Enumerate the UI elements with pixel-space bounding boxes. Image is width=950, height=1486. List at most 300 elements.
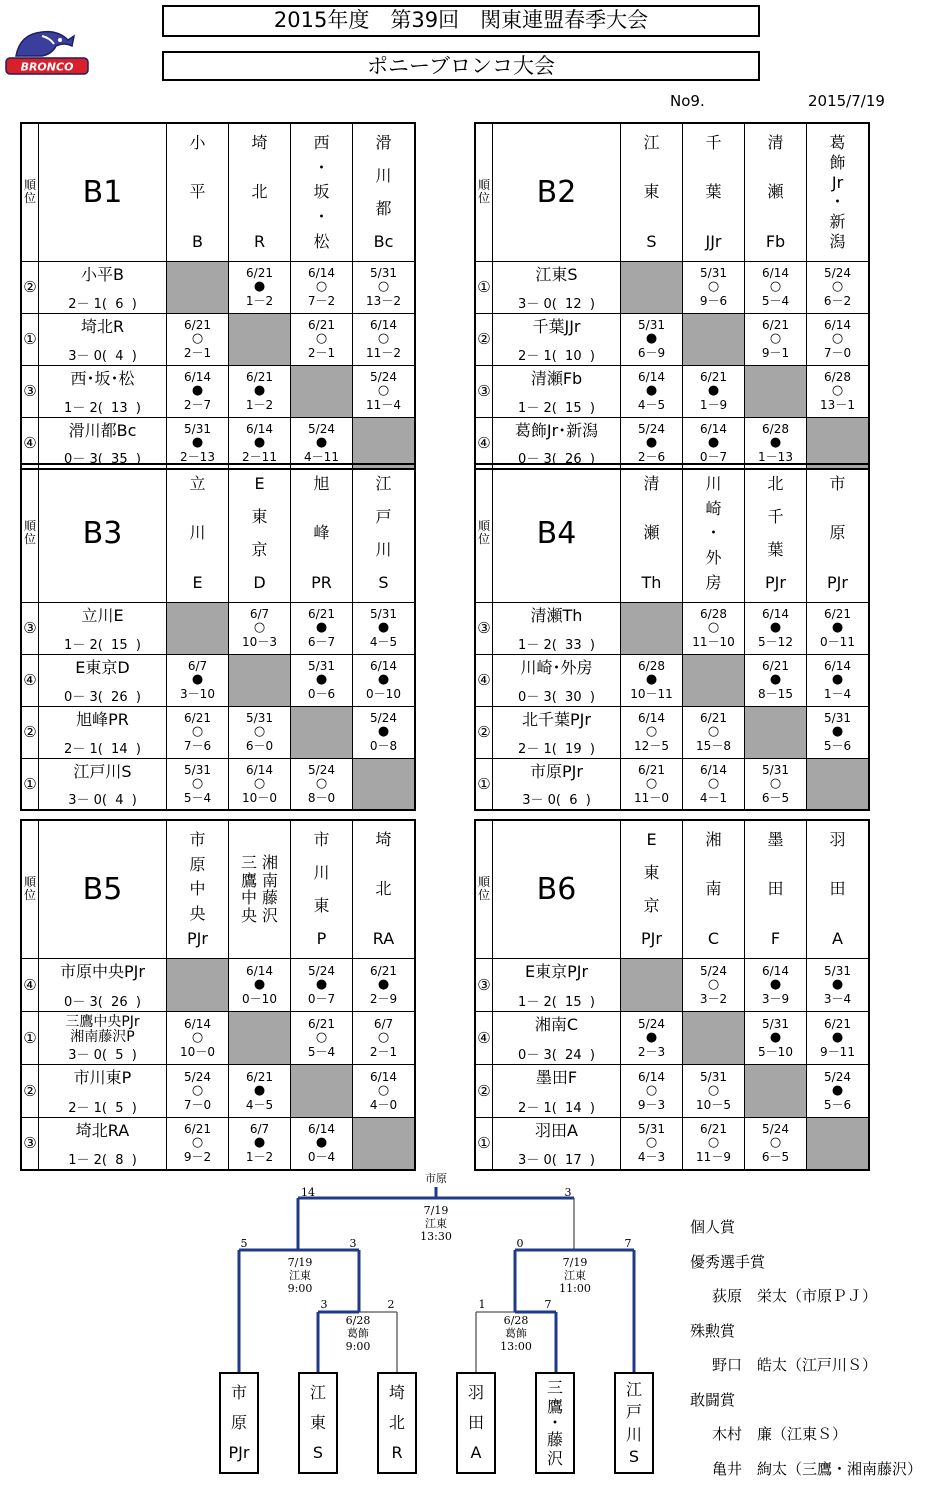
sf-right-right-score: 7 bbox=[618, 1237, 638, 1250]
team-record: 1－ 2( 33 ) bbox=[493, 634, 620, 653]
column-header-char: 葛 bbox=[829, 134, 845, 152]
match-score: 2－3 bbox=[621, 1045, 682, 1059]
team-cell bbox=[493, 261, 621, 313]
team-record: 3－ 0( 12 ) bbox=[493, 293, 620, 312]
column-header-text bbox=[745, 825, 806, 953]
team-cell bbox=[39, 261, 167, 313]
match-score: 7－0 bbox=[807, 346, 868, 360]
rank-header-char: 位 bbox=[22, 192, 38, 205]
rank-cell: ① bbox=[21, 313, 39, 365]
loss-mark: ● bbox=[745, 1031, 806, 1045]
match-score: 2－9 bbox=[353, 992, 414, 1006]
column-header-char: 松 bbox=[313, 233, 329, 251]
table-row bbox=[21, 958, 415, 1011]
group-header-row bbox=[475, 464, 869, 602]
match-date: 6/14 bbox=[353, 1070, 414, 1084]
column-header-char: P bbox=[317, 930, 327, 948]
table-row bbox=[475, 365, 869, 417]
table-row bbox=[475, 1011, 869, 1064]
match-cell bbox=[745, 758, 807, 810]
column-header-char: E bbox=[192, 574, 202, 592]
team-record: 1－ 2( 15 ) bbox=[493, 991, 620, 1010]
match-score: 2－1 bbox=[353, 1045, 414, 1059]
team-name: 江東S bbox=[493, 266, 620, 284]
self-match-cell bbox=[621, 602, 683, 654]
match-cell bbox=[745, 313, 807, 365]
match-score: 8－0 bbox=[291, 791, 352, 805]
match-date: 5/31 bbox=[621, 1122, 682, 1136]
self-match-cell bbox=[167, 261, 229, 313]
column-header-char: 中 藤 bbox=[241, 889, 278, 907]
match-cell bbox=[353, 1011, 416, 1064]
bracket-team-char: 原 bbox=[231, 1413, 247, 1432]
match-date: 5/31 bbox=[291, 659, 352, 673]
column-header bbox=[683, 464, 745, 602]
group-name: B1 bbox=[39, 123, 167, 261]
self-match-cell bbox=[291, 1064, 353, 1117]
loss-mark: ● bbox=[291, 1136, 352, 1150]
column-header-char: RA bbox=[373, 930, 394, 948]
loss-mark: ● bbox=[621, 436, 682, 450]
sf-left-time: 9:00 bbox=[270, 1282, 330, 1295]
match-score: 5－4 bbox=[291, 1045, 352, 1059]
win-mark: ○ bbox=[683, 1084, 744, 1098]
bracket-team-char: A bbox=[471, 1443, 482, 1462]
final-right-score: 3 bbox=[556, 1186, 580, 1199]
self-match-cell bbox=[683, 654, 745, 706]
match-cell bbox=[683, 602, 745, 654]
sf-right-info bbox=[545, 1256, 605, 1295]
sf-left-date: 7/19 bbox=[270, 1256, 330, 1269]
team-record: 1－ 2( 8 ) bbox=[39, 1149, 166, 1168]
team-cell bbox=[493, 758, 621, 810]
match-score: 10－0 bbox=[229, 791, 290, 805]
team-cell bbox=[39, 706, 167, 758]
bracket-team-char: 川 bbox=[626, 1425, 642, 1444]
column-header-char: 田 bbox=[829, 880, 845, 898]
match-date: 6/7 bbox=[167, 659, 228, 673]
team-record: 2－ 1( 14 ) bbox=[493, 1097, 620, 1116]
column-header-char: 房 bbox=[705, 574, 721, 592]
bracket-team-box bbox=[456, 1372, 496, 1474]
match-cell bbox=[353, 313, 416, 365]
column-header bbox=[167, 464, 229, 602]
rank-cell: ② bbox=[475, 1064, 493, 1117]
match-date: 5/31 bbox=[683, 266, 744, 280]
match-cell bbox=[229, 1117, 291, 1170]
match-date: 5/31 bbox=[229, 711, 290, 725]
match-score: 4－3 bbox=[621, 1150, 682, 1164]
loss-mark: ● bbox=[229, 978, 290, 992]
bracket-team-char: R bbox=[391, 1443, 402, 1462]
team-name: 羽田A bbox=[493, 1122, 620, 1140]
column-header-char: PJr bbox=[641, 930, 662, 948]
rank-header-char: 位 bbox=[476, 533, 492, 546]
group-header-row bbox=[475, 820, 869, 958]
column-header bbox=[621, 820, 683, 958]
column-header-char: 原 bbox=[829, 524, 845, 542]
team-record: 3－ 0( 4 ) bbox=[39, 345, 166, 364]
team-cell bbox=[39, 1117, 167, 1170]
rank-cell: ④ bbox=[21, 417, 39, 469]
match-score: 11－2 bbox=[353, 346, 414, 360]
column-header bbox=[745, 820, 807, 958]
team-record: 1－ 2( 15 ) bbox=[493, 397, 620, 416]
qf-left-info bbox=[328, 1314, 388, 1353]
match-cell bbox=[745, 958, 807, 1011]
team-name: 墨田F bbox=[493, 1069, 620, 1087]
column-header-char: 飾 bbox=[829, 154, 845, 172]
match-date: 5/31 bbox=[683, 1070, 744, 1084]
match-date: 6/14 bbox=[353, 659, 414, 673]
rank-header bbox=[21, 464, 39, 602]
bracket-team-char: 江 bbox=[310, 1383, 326, 1402]
win-mark: ○ bbox=[745, 280, 806, 294]
match-score: 11－4 bbox=[353, 398, 414, 412]
column-header-char: 京 bbox=[251, 541, 267, 559]
column-header-text bbox=[745, 128, 806, 256]
column-header-char: Fb bbox=[766, 233, 785, 251]
match-score: 5－6 bbox=[807, 1098, 868, 1112]
column-header bbox=[229, 464, 291, 602]
rank-cell: ② bbox=[475, 706, 493, 758]
self-match-cell bbox=[683, 1011, 745, 1064]
group-header-row bbox=[21, 123, 415, 261]
column-header bbox=[745, 123, 807, 261]
column-header-char: JJr bbox=[705, 233, 721, 251]
match-date: 6/21 bbox=[291, 607, 352, 621]
win-mark: ○ bbox=[807, 384, 868, 398]
match-date: 6/21 bbox=[745, 659, 806, 673]
team-record: 3－ 0( 17 ) bbox=[493, 1149, 620, 1168]
win-mark: ○ bbox=[745, 332, 806, 346]
match-score: 0－4 bbox=[291, 1150, 352, 1164]
team-cell bbox=[39, 1064, 167, 1117]
match-date: 6/21 bbox=[229, 266, 290, 280]
match-date: 6/14 bbox=[807, 659, 868, 673]
column-header-text bbox=[745, 469, 806, 597]
match-cell bbox=[745, 261, 807, 313]
bracket-team-char: 鷹 bbox=[547, 1397, 563, 1416]
match-score: 13－1 bbox=[807, 398, 868, 412]
bracket-team-char: S bbox=[629, 1447, 639, 1466]
win-mark: ○ bbox=[353, 332, 414, 346]
match-score: 0－7 bbox=[291, 992, 352, 1006]
team-record: 3－ 0( 4 ) bbox=[39, 789, 166, 808]
column-header-text bbox=[229, 825, 290, 953]
loss-mark: ● bbox=[353, 978, 414, 992]
team-name: 湘南C bbox=[493, 1016, 620, 1034]
bracket-team-char: 埼 bbox=[389, 1383, 405, 1402]
team-name: 市川東P bbox=[39, 1069, 166, 1087]
group-table-b1 bbox=[20, 122, 416, 470]
column-header-char: 南 bbox=[705, 880, 721, 898]
win-mark: ○ bbox=[167, 1084, 228, 1098]
match-score: 4－1 bbox=[683, 791, 744, 805]
sf-right-left-score: 0 bbox=[510, 1237, 530, 1250]
match-date: 6/28 bbox=[807, 370, 868, 384]
team-record: 2－ 1( 6 ) bbox=[39, 293, 166, 312]
column-header-char: 中 bbox=[189, 880, 205, 898]
loss-mark: ● bbox=[621, 1031, 682, 1045]
table-row bbox=[475, 706, 869, 758]
self-match-cell bbox=[745, 365, 807, 417]
column-header-char: PJr bbox=[187, 930, 208, 948]
win-mark: ○ bbox=[745, 1136, 806, 1150]
loss-mark: ● bbox=[291, 978, 352, 992]
group-table-b6 bbox=[474, 819, 870, 1171]
bracket-team-box bbox=[298, 1372, 338, 1474]
win-mark: ○ bbox=[683, 621, 744, 635]
awards-section bbox=[690, 1210, 922, 1486]
win-mark: ○ bbox=[683, 978, 744, 992]
self-match-cell bbox=[807, 1117, 870, 1170]
rank-header-char: 位 bbox=[476, 192, 492, 205]
match-cell bbox=[621, 1064, 683, 1117]
match-score: 10－5 bbox=[683, 1098, 744, 1112]
match-cell bbox=[807, 313, 870, 365]
team-name: 三鷹中央PJr bbox=[39, 1015, 166, 1030]
column-header-char: 都 bbox=[375, 200, 391, 218]
self-match-cell bbox=[229, 1011, 291, 1064]
fight-label: 敢闘賞 bbox=[690, 1383, 922, 1418]
match-cell bbox=[807, 261, 870, 313]
sf-right-date: 7/19 bbox=[545, 1256, 605, 1269]
match-score: 7－6 bbox=[167, 739, 228, 753]
match-cell bbox=[353, 365, 416, 417]
column-header-char: 羽 bbox=[829, 831, 845, 849]
match-date: 6/14 bbox=[683, 763, 744, 777]
table-row bbox=[475, 261, 869, 313]
match-cell bbox=[167, 1064, 229, 1117]
match-date: 5/24 bbox=[807, 266, 868, 280]
match-cell bbox=[353, 261, 416, 313]
match-cell bbox=[745, 1011, 807, 1064]
column-header-char: 鷹 南 bbox=[241, 872, 278, 890]
match-score: 9－3 bbox=[621, 1098, 682, 1112]
match-score: 1－9 bbox=[683, 398, 744, 412]
match-cell bbox=[683, 958, 745, 1011]
group-name: B3 bbox=[39, 464, 167, 602]
match-score: 1－4 bbox=[807, 687, 868, 701]
column-header bbox=[353, 123, 416, 261]
match-date: 6/21 bbox=[807, 1017, 868, 1031]
column-header-char: 葉 bbox=[767, 541, 783, 559]
merit-label: 殊勲賞 bbox=[690, 1314, 922, 1349]
column-header bbox=[353, 820, 416, 958]
match-score: 0－10 bbox=[229, 992, 290, 1006]
rank-header-char: 順 bbox=[22, 876, 38, 889]
team-cell bbox=[493, 1064, 621, 1117]
rank-cell: ③ bbox=[21, 602, 39, 654]
match-date: 6/21 bbox=[683, 711, 744, 725]
match-score: 0－6 bbox=[291, 687, 352, 701]
loss-mark: ● bbox=[745, 436, 806, 450]
match-score: 5－4 bbox=[167, 791, 228, 805]
rank-cell: ② bbox=[21, 706, 39, 758]
loss-mark: ● bbox=[229, 436, 290, 450]
match-score: 1－2 bbox=[229, 294, 290, 308]
table-row bbox=[21, 1117, 415, 1170]
bracket-team-char: 沢 bbox=[547, 1449, 563, 1468]
win-mark: ○ bbox=[167, 1031, 228, 1045]
loss-mark: ● bbox=[683, 384, 744, 398]
column-header-char: 峰 bbox=[313, 524, 329, 542]
self-match-cell bbox=[745, 706, 807, 758]
team-record: 0－ 3( 26 ) bbox=[39, 991, 166, 1010]
rank-cell: ① bbox=[475, 261, 493, 313]
column-header-char: E bbox=[254, 475, 264, 493]
match-cell bbox=[807, 1064, 870, 1117]
column-header-char: B bbox=[192, 233, 203, 251]
team-name: 滑川都Bc bbox=[39, 422, 166, 440]
column-header-char: 田 bbox=[767, 880, 783, 898]
column-header-char: 東 bbox=[643, 864, 659, 882]
match-date: 6/14 bbox=[229, 763, 290, 777]
column-header bbox=[807, 123, 870, 261]
match-cell bbox=[167, 365, 229, 417]
match-date: 5/31 bbox=[167, 763, 228, 777]
column-header-char: 江 bbox=[643, 134, 659, 152]
group-header-row bbox=[21, 820, 415, 958]
team-cell bbox=[39, 365, 167, 417]
column-header bbox=[683, 820, 745, 958]
team-cell bbox=[39, 958, 167, 1011]
match-date: 6/7 bbox=[229, 1122, 290, 1136]
column-header-char: 北 bbox=[251, 183, 267, 201]
match-date: 6/14 bbox=[291, 266, 352, 280]
table-row bbox=[21, 261, 415, 313]
final-place: 江東 bbox=[406, 1217, 466, 1230]
match-date: 5/24 bbox=[745, 1122, 806, 1136]
column-header bbox=[291, 123, 353, 261]
match-date: 5/24 bbox=[353, 711, 414, 725]
match-score: 12－5 bbox=[621, 739, 682, 753]
final-winner: 市原 bbox=[420, 1172, 452, 1185]
table-row bbox=[475, 654, 869, 706]
match-date: 5/24 bbox=[353, 370, 414, 384]
bracket-team-box bbox=[377, 1372, 417, 1474]
team-name: 江戸川S bbox=[39, 763, 166, 781]
bracket-team-char: 江 bbox=[626, 1380, 642, 1399]
team-record: 3－ 0( 6 ) bbox=[493, 789, 620, 808]
column-header-char: S bbox=[646, 233, 656, 251]
match-score: 1－13 bbox=[745, 450, 806, 464]
self-match-cell bbox=[229, 313, 291, 365]
column-header-char: 市 bbox=[189, 831, 205, 849]
match-cell bbox=[621, 1011, 683, 1064]
match-cell bbox=[167, 758, 229, 810]
bracket-team-box bbox=[535, 1372, 575, 1474]
loss-mark: ● bbox=[291, 621, 352, 635]
loss-mark: ● bbox=[229, 280, 290, 294]
win-mark: ○ bbox=[167, 1136, 228, 1150]
column-header-text bbox=[167, 469, 228, 597]
team-name: E東京D bbox=[39, 659, 166, 677]
column-header-char: 北 bbox=[375, 880, 391, 898]
rank-header-char: 順 bbox=[476, 179, 492, 192]
column-header-char: 川 bbox=[189, 524, 205, 542]
rank-cell: ② bbox=[475, 313, 493, 365]
match-date: 5/24 bbox=[291, 964, 352, 978]
match-cell bbox=[621, 758, 683, 810]
group-name: B6 bbox=[493, 820, 621, 958]
match-score: 13－2 bbox=[353, 294, 414, 308]
team-record: 0－ 3( 26 ) bbox=[493, 448, 620, 467]
column-header-char: 川 bbox=[375, 541, 391, 559]
column-header-text bbox=[353, 825, 414, 953]
self-match-cell bbox=[353, 1117, 416, 1170]
match-date: 6/21 bbox=[745, 318, 806, 332]
team-record: 0－ 3( 26 ) bbox=[39, 686, 166, 705]
match-score: 0－8 bbox=[353, 739, 414, 753]
win-mark: ○ bbox=[745, 777, 806, 791]
self-match-cell bbox=[745, 1064, 807, 1117]
match-date: 6/14 bbox=[167, 370, 228, 384]
column-header-char: 外 bbox=[705, 549, 721, 567]
match-score: 6－5 bbox=[745, 1150, 806, 1164]
match-cell bbox=[229, 958, 291, 1011]
win-mark: ○ bbox=[621, 1084, 682, 1098]
column-header-char: Jr bbox=[832, 174, 843, 192]
column-header-char: 江 bbox=[375, 475, 391, 493]
match-score: 0－7 bbox=[683, 450, 744, 464]
table-row bbox=[21, 706, 415, 758]
team-name: 西･坂･松 bbox=[39, 370, 166, 388]
column-header-text bbox=[291, 825, 352, 953]
self-match-cell bbox=[807, 758, 870, 810]
match-date: 6/14 bbox=[291, 1122, 352, 1136]
team-cell bbox=[39, 654, 167, 706]
rank-header bbox=[21, 820, 39, 958]
self-match-cell bbox=[167, 958, 229, 1011]
column-header-char: ・ bbox=[829, 193, 845, 211]
match-cell bbox=[621, 417, 683, 469]
loss-mark: ● bbox=[229, 384, 290, 398]
match-cell bbox=[229, 1064, 291, 1117]
match-date: 5/24 bbox=[621, 1017, 682, 1031]
win-mark: ○ bbox=[353, 280, 414, 294]
bronco-logo bbox=[2, 26, 92, 78]
match-score: 4－5 bbox=[229, 1098, 290, 1112]
group-table-b5 bbox=[20, 819, 416, 1171]
column-header-char: 戸 bbox=[375, 508, 391, 526]
team-cell bbox=[39, 1011, 167, 1064]
loss-mark: ● bbox=[621, 673, 682, 687]
column-header-char: 埼 bbox=[375, 831, 391, 849]
match-score: 3－10 bbox=[167, 687, 228, 701]
match-cell bbox=[683, 261, 745, 313]
win-mark: ○ bbox=[229, 621, 290, 635]
final-info bbox=[406, 1204, 466, 1243]
loss-mark: ● bbox=[807, 978, 868, 992]
match-cell bbox=[745, 654, 807, 706]
table-row bbox=[475, 417, 869, 469]
win-mark: ○ bbox=[167, 332, 228, 346]
sf-right-place: 江東 bbox=[545, 1269, 605, 1282]
match-score: 10－11 bbox=[621, 687, 682, 701]
rank-cell: ④ bbox=[475, 417, 493, 469]
loss-mark: ● bbox=[291, 673, 352, 687]
team-cell bbox=[39, 602, 167, 654]
rank-cell: ④ bbox=[21, 654, 39, 706]
match-date: 6/21 bbox=[621, 763, 682, 777]
column-header-char: Bc bbox=[374, 233, 394, 251]
team-cell bbox=[493, 1011, 621, 1064]
self-match-cell bbox=[291, 706, 353, 758]
loss-mark: ● bbox=[291, 436, 352, 450]
match-date: 6/21 bbox=[683, 1122, 744, 1136]
